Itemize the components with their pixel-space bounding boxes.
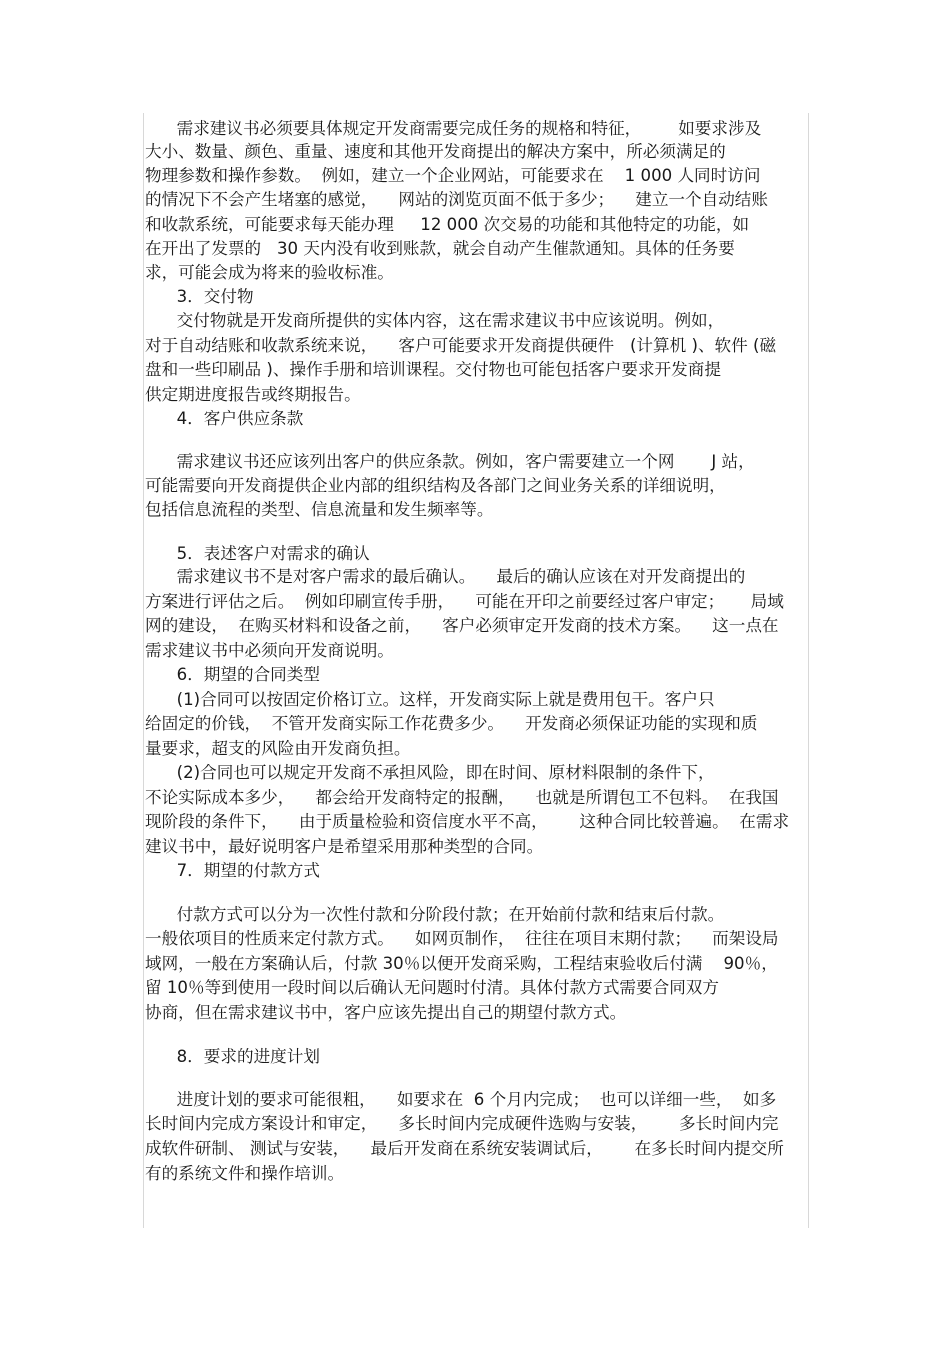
text-line: 方案进行评估之后。 例如印刷宣传手册， 可能在开印之前要经过客户审定； 局域: [145, 592, 784, 611]
text-line: (2)合同也可以规定开发商不承担风险，即在时间、原材料限制的条件下，: [145, 763, 715, 782]
text-line: 和收款系统，可能要求每天能办理 12 000 次交易的功能和其他特定的功能，如: [145, 215, 750, 234]
text-line: 在开出了发票的 30 天内没有收到账款，就会自动产生催款通知。具体的任务要: [145, 239, 735, 258]
text-line: 付款方式可以分为一次性付款和分阶段付款；在开始前付款和结束后付款。: [145, 905, 725, 924]
text-line: 供定期进度报告或终期报告。: [145, 385, 361, 404]
text-line: 包括信息流程的类型、信息流量和发生频率等。: [145, 500, 494, 519]
text-line: 盘和一些印刷品 )、操作手册和培训课程。交付物也可能包括客户要求开发商提: [145, 360, 721, 379]
text-line: 域网，一般在方案确认后，付款 30％以便开发商采购，工程结束验收后付满 90％，: [145, 954, 778, 973]
text-line: 一般依项目的性质来定付款方式。 如网页制作， 往往在项目末期付款； 而架设局: [145, 929, 779, 948]
text-line: 进度计划的要求可能很粗， 如要求在 6 个月内完成； 也可以详细一些， 如多: [145, 1090, 777, 1109]
text-line: 给固定的价钱， 不管开发商实际工作花费多少。 开发商必须保证功能的实现和质: [145, 714, 758, 733]
text-line: 对于自动结账和收款系统来说， 客户可能要求开发商提供硬件 (计算机 )、软件 (磁: [145, 336, 777, 355]
text-line: 需求建议书不是对客户需求的最后确认。 最后的确认应该在对开发商提出的: [145, 567, 746, 586]
text-line: 成软件研制、 测试与安装， 最后开发商在系统安装调试后， 在多长时间内提交所: [145, 1139, 784, 1158]
text-line: 7．期望的付款方式: [145, 861, 320, 880]
text-line: 建议书中，最好说明客户是希望采用那种类型的合同。: [145, 837, 544, 856]
text-line: 可能需要向开发商提供企业内部的组织结构及各部门之间业务关系的详细说明，: [145, 476, 726, 495]
text-line: 网的建设， 在购买材料和设备之前， 客户必须审定开发商的技术方案。 这一点在: [145, 616, 779, 635]
text-line: 留 10％等到使用一段时间以后确认无问题时付清。具体付款方式需要合同双方: [145, 978, 719, 997]
text-line: 有的系统文件和操作培训。: [145, 1164, 345, 1183]
text-line: 大小、数量、颜色、重量、速度和其他开发商提出的解决方案中，所必须满足的: [145, 142, 726, 161]
text-line: 3．交付物: [145, 287, 254, 306]
text-line: 不论实际成本多少， 都会给开发商特定的报酬， 也就是所谓包工不包料。 在我国: [145, 788, 779, 807]
text-line: 需求建议书中必须向开发商说明。: [145, 641, 394, 660]
text-line: 需求建议书必须要具体规定开发商需要完成任务的规格和特征， 如要求涉及: [145, 119, 762, 138]
text-line: 8．要求的进度计划: [145, 1047, 320, 1066]
text-line: 现阶段的条件下， 由于质量检验和资信度水平不高， 这种合同比较普遍。 在需求: [145, 812, 790, 831]
text-line: 协商，但在需求建议书中，客户应该先提出自己的期望付款方式。: [145, 1003, 627, 1022]
text-line: 6．期望的合同类型: [145, 665, 320, 684]
text-line: 交付物就是开发商所提供的实体内容，这在需求建议书中应该说明。例如，: [145, 311, 725, 330]
text-line: 的情况下不会产生堵塞的感觉， 网站的浏览页面不低于多少； 建立一个自动结账: [145, 190, 768, 209]
text-line: 4．客户供应条款: [145, 409, 304, 428]
text-line: 需求建议书还应该列出客户的供应条款。例如，客户需要建立一个网 J 站，: [145, 452, 755, 471]
text-line: 长时间内完成方案设计和审定， 多长时间内完成硬件选购与安装， 多长时间内完: [145, 1114, 779, 1133]
text-line: 求，可能会成为将来的验收标准。: [145, 263, 394, 282]
text-line: 量要求，超支的风险由开发商负担。: [145, 739, 411, 758]
text-line: (1)合同可以按固定价格订立。这样，开发商实际上就是费用包干。客户只: [145, 690, 715, 709]
text-line: 物理参数和操作参数。 例如，建立一个企业网站，可能要求在 1 000 人同时访问: [145, 166, 761, 185]
text-line: 5．表述客户对需求的确认: [145, 544, 370, 563]
